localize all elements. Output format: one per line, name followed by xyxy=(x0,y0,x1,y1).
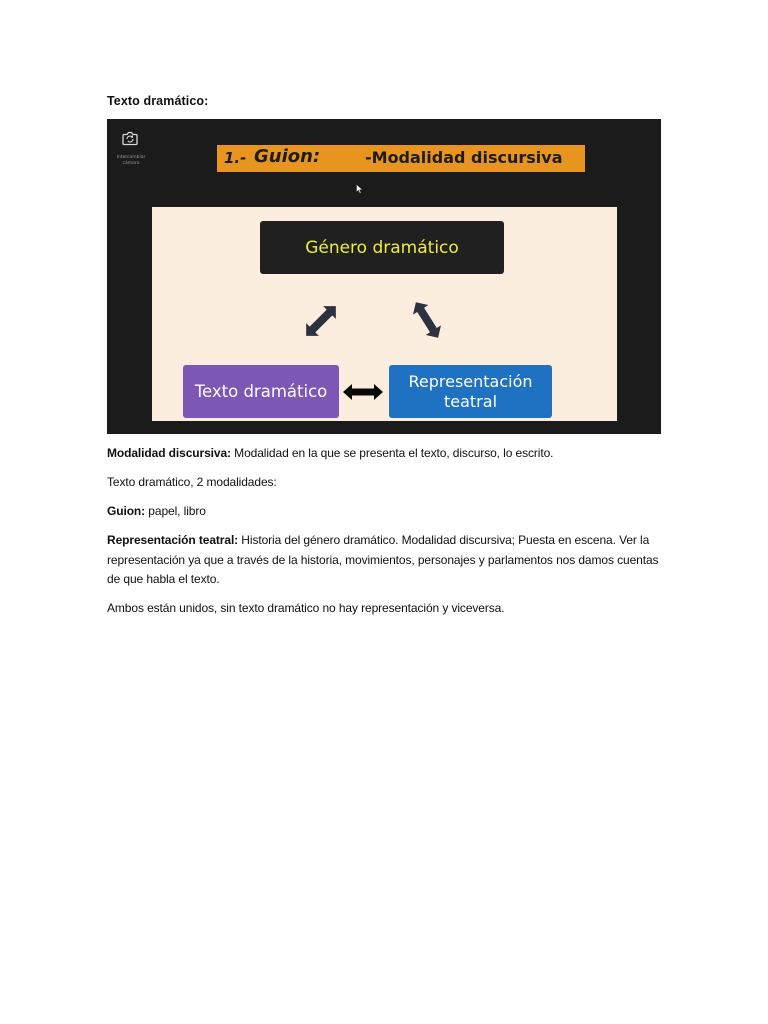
paragraph-label: Modalidad discursiva: xyxy=(107,446,231,460)
paragraph-dos-modalidades xyxy=(107,473,667,493)
slide-diagram-panel xyxy=(152,207,617,421)
node-representacion-teatral xyxy=(389,365,552,418)
node-texto-dramatico: Texto dramático xyxy=(183,365,339,418)
camera-caption: Intercambiar cámara xyxy=(116,155,146,166)
paragraph-text: Texto dramático, 2 modalidades: xyxy=(107,475,277,489)
paragraph-guion xyxy=(107,502,667,522)
paragraph-modalidad-discursiva xyxy=(107,444,667,464)
paragraph-label: Guion: xyxy=(107,504,146,518)
slide-title-modality: -Modalidad discursiva xyxy=(365,148,563,167)
paragraph-ambos-unidos xyxy=(107,599,667,619)
camera-switch-icon xyxy=(121,129,139,147)
double-arrow-icon xyxy=(300,300,342,342)
paragraph-representacion-teatral xyxy=(107,531,667,590)
slide-title-guion: Guion: xyxy=(254,146,321,167)
slide-title-bar xyxy=(217,145,585,172)
embedded-slide-screenshot xyxy=(107,119,661,434)
double-arrow-icon xyxy=(343,384,383,400)
double-arrow-icon xyxy=(408,297,446,342)
paragraph-text: Modalidad en la que se presenta el texto, discurso, lo escrito. xyxy=(230,446,554,460)
paragraph-text: papel, libro xyxy=(145,504,206,518)
paragraph-label: Representación teatral: xyxy=(107,533,239,547)
paragraph-text: Ambos están unidos, sin texto dramático no hay representación y viceversa. xyxy=(107,601,505,615)
mouse-cursor-icon xyxy=(356,184,363,194)
paragraph-text: Historia del género dramático. Modalidad discursiva; Puesta en escena. Ver la representación ya que a través de la historia, movimientos, personajes y parlamentos nos damos cuentas de que habla el texto. xyxy=(107,533,659,586)
node-genero-dramatico: Género dramático xyxy=(260,221,504,274)
document-heading: Texto dramático: xyxy=(107,94,209,108)
slide-title-number: 1.- xyxy=(224,149,247,167)
node-representacion-label: Representación teatral xyxy=(408,371,533,411)
